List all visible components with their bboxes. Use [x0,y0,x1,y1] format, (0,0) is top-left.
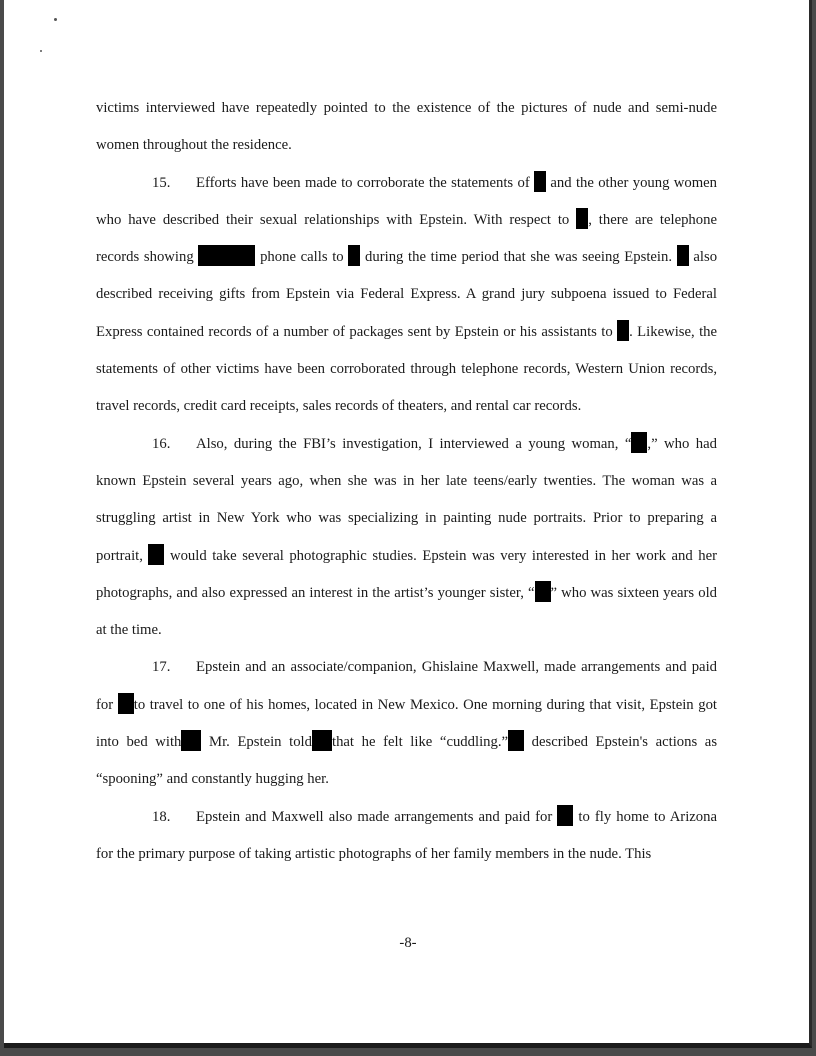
paragraph-17 [96,649,717,798]
redaction-block [677,245,689,266]
scan-speck [54,18,57,21]
paragraph-number: 17. [152,659,171,676]
paragraph-15 [96,165,717,426]
redaction-block [348,245,360,266]
paragraph-16 [96,426,717,650]
redaction-block [576,208,588,229]
paragraph-text: also described receiving gifts from Epstein via Federal Express. A grand jury subpoena issued to Federal Express contained records of a number of packages sent by Epstein or his assistants to [96,249,718,340]
scan-speck [40,50,42,52]
redaction-block [198,245,255,266]
paragraph-text: ,” who had known Epstein several years ago, when she was in her late teens/early twenties. The woman was a struggling artist in New York who was specializing in painting nude portraits. Prior to preparing a portrait, [96,435,717,564]
paragraph-text: Also, during the FBI’s investigation, I interviewed a young woman, “ [196,435,632,452]
paragraph-text: Efforts have been made to corroborate the statements of [196,174,530,191]
paragraph-text: Epstein and Maxwell also made arrangements and paid for [196,808,553,825]
paragraph-text: described Epstein's actions as “spooning” and constantly hugging her. [96,734,718,788]
redaction-block [631,432,647,453]
redaction-block [508,730,524,751]
paragraph-text: Epstein and an associate/companion, Ghislaine Maxwell, made arrangements and paid for [96,659,717,713]
paragraph-text: phone calls to [260,249,344,266]
document-page [4,0,812,1048]
redaction-block [118,693,134,714]
paragraph-text: to travel to one of his homes, located in New Mexico. One morning during that visit, Epstein got into bed with [96,696,717,751]
redaction-block [617,320,629,341]
paragraph-18 [96,799,717,874]
paragraph-text: that he felt like “cuddling.” [331,734,509,751]
paragraph-text: to fly home to Arizona for the primary purpose of taking artistic photographs of her family members in the nude. This [96,808,718,862]
paragraph-text: ” who was sixteen years old at the time. [96,584,718,639]
paragraph-text: during the time period that she was seeing Epstein. [365,249,673,266]
redaction-block [557,805,573,826]
paragraph-number: 15. [152,174,171,191]
paragraph-number: 16. [152,435,171,452]
redaction-block [534,171,546,192]
page-number: -8- [399,935,417,951]
document-body [96,90,717,873]
redaction-block [312,730,332,751]
paragraph-text: . Likewise, the statements of other victims have been corroborated through telephone records, Western Union records, travel records, credit card receipts, sales records of theaters, and rental car records. [96,323,718,415]
paragraph-text: , there are telephone records showing [96,211,717,266]
redaction-block [535,581,551,602]
paragraph-intro [96,90,717,165]
redaction-block [148,544,164,565]
paragraph-text: and the other young women who have described their sexual relationships with Epstein. With respect to [96,174,718,228]
paragraph-text: would take several photographic studies. Epstein was very interested in her work and her photographs, and also expressed an interest in the artist’s younger sister, “ [96,547,717,601]
paragraph-number: 18. [152,808,171,825]
paragraph-text: victims interviewed have repeatedly pointed to the existence of the pictures of nude and semi-nude women throughout the residence. [96,100,717,154]
redaction-block [181,730,201,751]
paragraph-text: Mr. Epstein told [209,734,312,751]
